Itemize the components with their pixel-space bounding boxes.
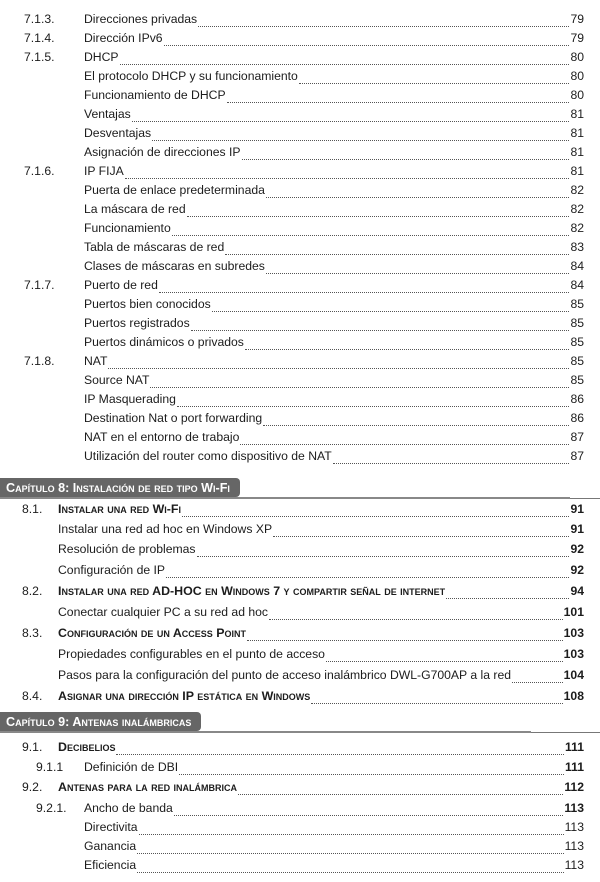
toc-entry-title: Puertos bien conocidos xyxy=(84,297,211,311)
toc-leader-dots xyxy=(187,204,570,217)
toc-entry-number: 9.1.1 xyxy=(36,760,64,774)
toc-entry-number: 7.1.8. xyxy=(24,354,55,368)
toc-leader-dots xyxy=(446,586,569,599)
toc-entry[interactable] xyxy=(0,738,600,757)
toc-entry[interactable] xyxy=(0,181,600,200)
toc-entry[interactable] xyxy=(0,29,600,48)
toc-entry-page: 111 xyxy=(565,740,584,754)
toc-entry-title: Puerta de enlace predeterminada xyxy=(84,183,265,197)
toc-entry[interactable] xyxy=(0,200,600,219)
toc-entry-title: IP Masquerading xyxy=(84,392,176,406)
toc-entry[interactable] xyxy=(0,143,600,162)
toc-entry-title: Destination Nat o port forwarding xyxy=(84,411,263,425)
toc-leader-dots xyxy=(238,782,563,795)
toc-entry-number: 7.1.3. xyxy=(24,12,55,26)
toc-entry-number: 8.1. xyxy=(22,502,43,516)
toc-entry[interactable] xyxy=(0,799,600,818)
toc-leader-dots xyxy=(116,742,564,755)
toc-entry[interactable] xyxy=(0,603,600,622)
toc-entry-title: Source NAT xyxy=(84,373,150,387)
toc-entry[interactable] xyxy=(0,295,600,314)
toc-entry-page: 112 xyxy=(564,780,584,794)
toc-entry[interactable] xyxy=(0,447,600,466)
toc-entry-title: Ganancia xyxy=(84,839,137,853)
toc-entry-page: 81 xyxy=(570,164,584,178)
toc-leader-dots xyxy=(240,432,569,445)
toc-leader-dots xyxy=(125,166,570,179)
toc-entry[interactable] xyxy=(0,778,600,797)
toc-entry-page: 91 xyxy=(570,522,584,536)
toc-entry-page: 80 xyxy=(570,69,584,83)
toc-entry-title: Resolución de problemas xyxy=(58,542,196,556)
toc-entry[interactable] xyxy=(0,314,600,333)
toc-entry-number: 9.2. xyxy=(22,780,43,794)
toc-entry-title: Tabla de máscaras de red xyxy=(84,240,225,254)
chapter-heading xyxy=(0,478,600,497)
chapter-title: Capítulo 8: Instalación de red tipo Wi-Fi xyxy=(0,478,240,497)
toc-entry-page: 81 xyxy=(570,126,584,140)
toc-leader-dots xyxy=(179,762,564,775)
toc-entry-number: 8.2. xyxy=(22,584,43,598)
toc-entry-title: Clases de máscaras en subredes xyxy=(84,259,265,273)
toc-entry-page: 103 xyxy=(563,626,584,640)
toc-entry-title: Configuración de un Access Point xyxy=(58,626,246,640)
toc-leader-dots xyxy=(326,649,563,662)
toc-entry-page: 108 xyxy=(563,689,584,703)
toc-entry-page: 85 xyxy=(570,335,584,349)
toc-entry-page: 113 xyxy=(564,858,584,872)
toc-leader-dots xyxy=(227,90,570,103)
toc-entry[interactable] xyxy=(0,105,600,124)
toc-entry-title: Asignar una dirección IP estática en Windows xyxy=(58,689,311,703)
toc-entry-title: Desventajas xyxy=(84,126,152,140)
toc-entry-title: Definición de DBI xyxy=(84,760,179,774)
toc-entry-page: 81 xyxy=(570,145,584,159)
toc-leader-dots xyxy=(263,413,569,426)
toc-entry-title: Eficiencia xyxy=(84,858,137,872)
toc-leader-dots xyxy=(245,337,570,350)
toc-entry-title: Dirección IPv6 xyxy=(84,31,163,45)
toc-entry[interactable] xyxy=(0,540,600,559)
toc-entry[interactable] xyxy=(0,219,600,238)
toc-entry[interactable] xyxy=(0,409,600,428)
toc-leader-dots xyxy=(177,394,570,407)
toc-entry-number: 8.3. xyxy=(22,626,43,640)
toc-entry-page: 92 xyxy=(570,542,584,556)
toc-entry-page: 104 xyxy=(563,668,584,682)
toc-leader-dots xyxy=(225,242,569,255)
toc-entry[interactable] xyxy=(0,500,600,519)
toc-leader-dots xyxy=(299,71,570,84)
toc-entry-title: Directivita xyxy=(84,820,138,834)
toc-leader-dots xyxy=(198,14,569,27)
toc-entry-title: Puerto de red xyxy=(84,278,158,292)
toc-entry[interactable] xyxy=(0,645,600,664)
toc-entry-page: 92 xyxy=(570,563,584,577)
toc-entry[interactable] xyxy=(0,276,600,295)
toc-entry[interactable] xyxy=(0,124,600,143)
toc-entry-page: 82 xyxy=(570,183,584,197)
toc-entry-page: 85 xyxy=(570,316,584,330)
toc-entry-title: Funcionamiento de DHCP xyxy=(84,88,226,102)
toc-entry-title: El protocolo DHCP y su funcionamiento xyxy=(84,69,298,83)
toc-entry-number: 7.1.6. xyxy=(24,164,55,178)
toc-entry[interactable] xyxy=(0,162,600,181)
toc-entry[interactable] xyxy=(0,48,600,67)
toc-leader-dots xyxy=(212,299,570,312)
toc-entry[interactable] xyxy=(0,666,600,685)
toc-entry-number: 9.1. xyxy=(22,740,43,754)
toc-leader-dots xyxy=(311,691,562,704)
toc-entry-title: Propiedades configurables en el punto de acceso xyxy=(58,647,325,661)
toc-entry-number: 7.1.7. xyxy=(24,278,55,292)
toc-entry-page: 84 xyxy=(570,278,584,292)
toc-entry-page: 86 xyxy=(570,411,584,425)
toc-entry-title: Configuración de IP xyxy=(58,563,166,577)
toc-entry-title: DHCP xyxy=(84,50,119,64)
toc-entry-number: 9.2.1. xyxy=(36,801,67,815)
toc-entry-page: 80 xyxy=(570,88,584,102)
toc-leader-dots xyxy=(166,565,569,578)
toc-entry[interactable] xyxy=(0,428,600,447)
toc-leader-dots xyxy=(164,33,570,46)
toc-entry[interactable] xyxy=(0,86,600,105)
toc-leader-dots xyxy=(512,670,563,683)
toc-entry-title: Puertos registrados xyxy=(84,316,190,330)
toc-entry-page: 82 xyxy=(570,221,584,235)
toc-entry-title: La máscara de red xyxy=(84,202,186,216)
toc-entry-page: 87 xyxy=(570,449,584,463)
toc-entry-number: 7.1.5. xyxy=(24,50,55,64)
toc-entry-title: Conectar cualquier PC a su red ad hoc xyxy=(58,605,269,619)
toc-entry-title: Instalar una red ad hoc en Windows XP xyxy=(58,522,273,536)
toc-leader-dots xyxy=(266,185,570,198)
toc-entry[interactable] xyxy=(0,352,600,371)
toc-entry-title: Puertos dinámicos o privados xyxy=(84,335,244,349)
toc-entry-page: 101 xyxy=(563,605,584,619)
toc-entry[interactable] xyxy=(0,687,600,706)
toc-leader-dots xyxy=(174,803,564,816)
toc-entry-page: 85 xyxy=(570,297,584,311)
toc-entry-page: 85 xyxy=(570,373,584,387)
toc-leader-dots xyxy=(137,841,563,854)
toc-entry-number: 7.1.4. xyxy=(24,31,55,45)
toc-entry-title: Ancho de banda xyxy=(84,801,173,815)
toc-entry-page: 81 xyxy=(570,107,584,121)
toc-leader-dots xyxy=(159,280,570,293)
toc-entry-page: 94 xyxy=(570,584,584,598)
toc-entry[interactable] xyxy=(0,624,600,643)
toc-leader-dots xyxy=(197,544,570,557)
chapter-heading xyxy=(0,712,600,731)
toc-leader-dots xyxy=(120,52,570,65)
toc-entry-title: Antenas para la red inalámbrica xyxy=(58,780,238,794)
toc-leader-dots xyxy=(247,628,563,641)
toc-entry-title: Pasos para la configuración del punto de acceso inalámbrico DWL-G700AP a la red xyxy=(58,668,512,682)
toc-entry-page: 80 xyxy=(570,50,584,64)
toc-entry[interactable] xyxy=(0,238,600,257)
toc-entry-title: Utilización del router como dispositivo de NAT xyxy=(84,449,332,463)
toc-entry-title: Asignación de direcciones IP xyxy=(84,145,241,159)
toc-entry[interactable] xyxy=(0,67,600,86)
toc-entry-title: NAT xyxy=(84,354,108,368)
toc-leader-dots xyxy=(273,524,569,537)
toc-entry-title: Instalar una red Wi-Fi xyxy=(58,502,181,516)
toc-entry[interactable] xyxy=(0,520,600,539)
toc-leader-dots xyxy=(333,451,570,464)
toc-entry[interactable] xyxy=(0,837,600,856)
toc-entry-page: 113 xyxy=(564,820,584,834)
toc-entry-page: 82 xyxy=(570,202,584,216)
toc-entry-title: IP FIJA xyxy=(84,164,124,178)
toc-leader-dots xyxy=(182,504,569,517)
toc-leader-dots xyxy=(139,822,564,835)
toc-leader-dots xyxy=(132,109,570,122)
toc-leader-dots xyxy=(266,261,570,274)
toc-entry[interactable] xyxy=(0,818,600,837)
toc-entry[interactable] xyxy=(0,257,600,276)
toc-entry-number: 8.4. xyxy=(22,689,43,703)
toc-leader-dots xyxy=(137,860,563,873)
toc-entry-title: Instalar una red AD-HOC en Windows 7 y compartir señal de internet xyxy=(58,584,446,598)
toc-entry-page: 91 xyxy=(570,502,584,516)
toc-leader-dots xyxy=(242,147,570,160)
toc-entry[interactable] xyxy=(0,390,600,409)
toc-entry-page: 86 xyxy=(570,392,584,406)
toc-entry[interactable] xyxy=(0,371,600,390)
toc-leader-dots xyxy=(152,128,569,141)
toc-leader-dots xyxy=(150,375,569,388)
toc-entry-page: 113 xyxy=(564,801,584,815)
toc-entry-page: 85 xyxy=(570,354,584,368)
toc-entry-page: 83 xyxy=(570,240,584,254)
toc-entry-page: 103 xyxy=(563,647,584,661)
toc-entry-title: Ventajas xyxy=(84,107,131,121)
toc-entry[interactable] xyxy=(0,10,600,29)
toc-leader-dots xyxy=(108,356,569,369)
toc-entry-page: 111 xyxy=(565,760,584,774)
toc-entry-title: NAT en el entorno de trabajo xyxy=(84,430,240,444)
toc-entry-title: Funcionamiento xyxy=(84,221,171,235)
toc-leader-dots xyxy=(191,318,570,331)
chapter-title: Capítulo 9: Antenas inalámbricas xyxy=(0,712,201,731)
toc-entry[interactable] xyxy=(0,758,600,777)
toc-entry-page: 79 xyxy=(570,12,584,26)
toc-entry-page: 113 xyxy=(564,839,584,853)
toc-entry[interactable] xyxy=(0,582,600,601)
toc-entry-page: 84 xyxy=(570,259,584,273)
toc-leader-dots xyxy=(172,223,570,236)
toc-entry[interactable] xyxy=(0,856,600,875)
toc-leader-dots xyxy=(269,607,563,620)
toc-entry-title: Decibelios xyxy=(58,740,116,754)
toc-entry-page: 79 xyxy=(570,31,584,45)
toc-entry-title: Direcciones privadas xyxy=(84,12,198,26)
toc-entry[interactable] xyxy=(0,333,600,352)
toc-entry-page: 87 xyxy=(570,430,584,444)
toc-entry[interactable] xyxy=(0,561,600,580)
